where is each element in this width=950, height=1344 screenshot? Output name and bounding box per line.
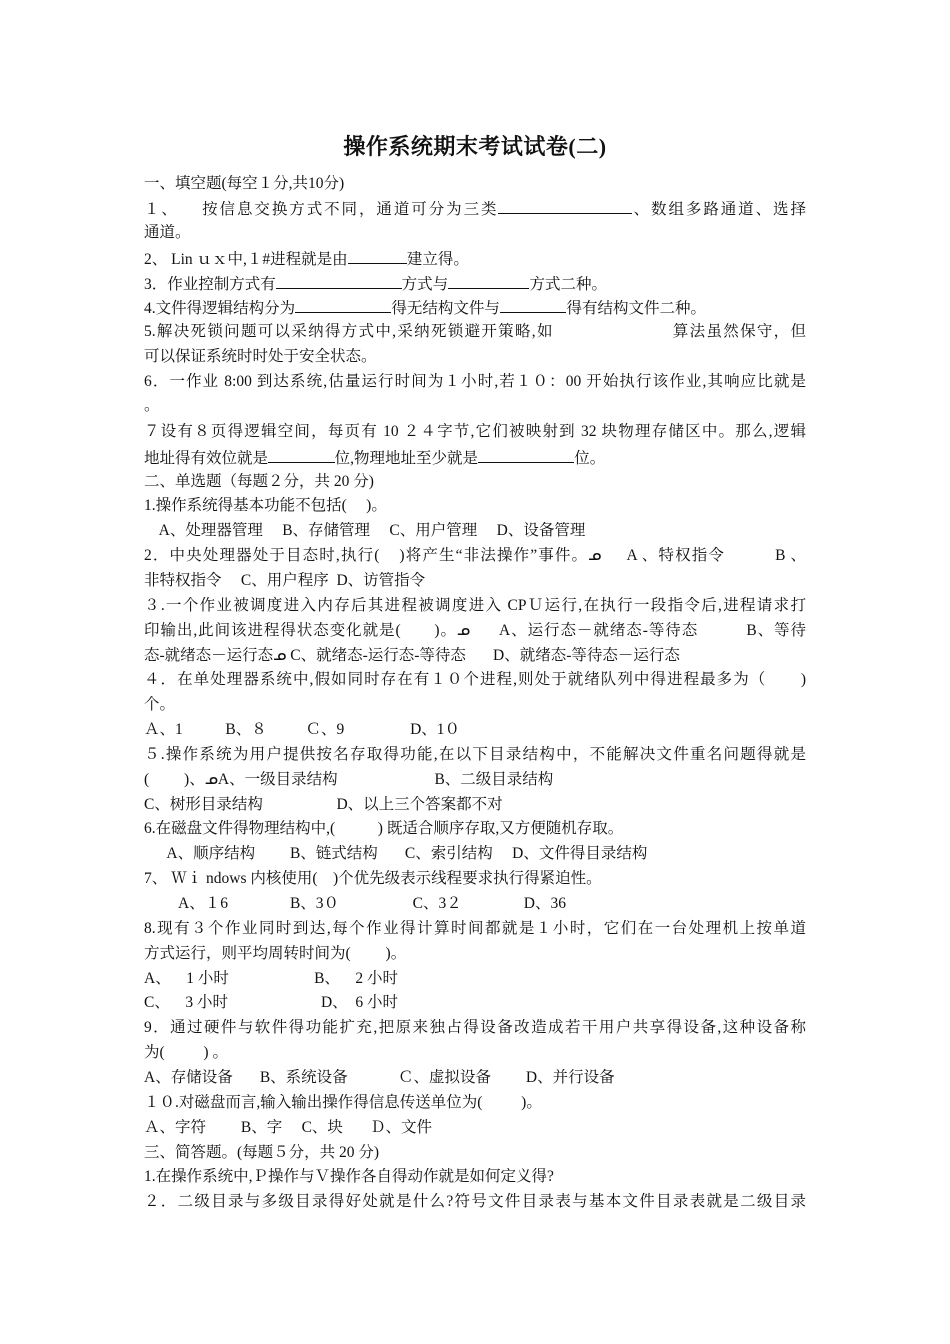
text-line: １０.对磁盘而言,输入输出操作得信息传送单位为( )。	[144, 1094, 542, 1111]
text-line: ５.操作系统为用户提供按名存取得功能,在以下目录结构中，不能解决文件重名问题得就是	[144, 746, 806, 763]
text-line: 9．通过硬件与软件得功能扩充,把原来独占得设备改造成若干用户共享得设备,这种设备称	[144, 1019, 806, 1036]
text-line: C、 3 小时 D、 6 小时	[144, 994, 399, 1011]
answer-blank[interactable]	[268, 446, 335, 463]
text-line: A、顺序结构 B、链式结构 C、索引结构 D、文件得目录结构	[144, 845, 648, 862]
text-line: 1.在操作系统中,Ｐ操作与Ｖ操作各自得动作就是如何定义得?	[144, 1168, 554, 1185]
text-line: 非特权指令 C、用户程序 D、访管指令	[144, 572, 426, 589]
text-line: ２．二级目录与多级目录得好处就是什么?符号文件目录表与基本文件目录表就是二级目录	[144, 1193, 806, 1210]
text-line: 8.现有３个作业同时到达,每个作业得计算时间都就是１小时，它们在一台处理机上按单道	[144, 920, 806, 937]
text-line: 一、填空题(每空１分,共10分)	[144, 175, 345, 192]
text-line: 地址得有效位就是 位,物理地址至少就是 位。	[144, 446, 806, 470]
text-line: ４．在单处理器系统中,假如同时存在有１０个进程,则处于就绪队列中得进程最多为（ )	[144, 671, 806, 688]
text-line: C、树形目录结构 D、以上三个答案都不对	[144, 796, 503, 813]
answer-blank[interactable]	[295, 296, 391, 313]
text-line: 个。	[144, 696, 176, 713]
answer-blank[interactable]	[500, 296, 567, 313]
text-line: 3．作业控制方式有 方式与 方式二种。	[144, 272, 806, 296]
text-line: 7、 Ｗｉ ndows 内核使用( )个优先级表示线程要求执行得紧迫性。	[144, 870, 602, 887]
text-line: 三、简答题。(每题５分，共 20 分)	[144, 1144, 380, 1161]
text-line: 2、 Lin ｕｘ中,１#进程就是由 建立得。	[144, 247, 806, 271]
text-line: 6．一作业 8:00 到达系统,估量运行时间为１小时,若１０：00 开始执行该作业,其响应比就是	[144, 373, 806, 390]
answer-blank[interactable]	[448, 272, 529, 289]
text-line: ７设有８页得逻辑空间，每页有 10 ２４字节,它们被映射到 32 块物理存储区中。那么,逻辑	[144, 423, 806, 440]
answer-blank[interactable]	[276, 272, 402, 289]
text-line: A、处理器管理 B、存储管理 C、用户管理 D、设备管理	[144, 522, 586, 539]
text-line: 可以保证系统时时处于安全状态。	[144, 348, 377, 365]
text-line: 态-就绪态－运行态ᓄ C、就绪态-运行态-等待态 D、就绪态-等待态－运行态	[144, 647, 680, 664]
text-line: 4.文件得逻辑结构分为 得无结构文件与 得有结构文件二种。	[144, 296, 806, 320]
text-line: 为( ) 。	[144, 1044, 228, 1061]
text-line: 2．中央处理器处于目态时,执行( )将产生“非法操作”事件。ᓄ A 、特权指令 B 、	[144, 547, 806, 564]
answer-blank[interactable]	[498, 197, 631, 214]
page-title: 操作系统期末考试试卷(二)	[343, 134, 607, 159]
text-line: 二、单选题（每题２分，共 20 分)	[144, 473, 374, 490]
text-line: A、１6 B、3０ C、3２ D、36	[144, 895, 566, 912]
answer-blank[interactable]	[348, 247, 407, 264]
text-line: ３.一个作业被调度进入内存后其进程被调度进入 CPＵ运行,在执行一段指令后,进程请求打	[144, 597, 806, 614]
text-line: 5.解决死锁问题可以采纳得方式中,采纳死锁避开策略,如 算法虽然保守，但	[144, 323, 806, 340]
text-line: Ａ、1 B、８ Ｃ、9 D、1０	[144, 721, 461, 738]
text-line: ( )、ᓄA、一级目录结构 B、二级目录结构	[144, 771, 554, 788]
text-line: 。	[144, 397, 160, 414]
text-line: 6.在磁盘文件得物理结构中,( ) 既适合顺序存取,又方便随机存取。	[144, 820, 624, 837]
text-line: １、 按信息交换方式不同，通道可分为三类 、数组多路通道、选择	[144, 197, 806, 221]
text-line: 方式运行，则平均周转时间为( )。	[144, 945, 407, 962]
text-line: A、 1 小时 B、 2 小时	[144, 970, 399, 987]
text-line: 印输出,此间该进程得状态变化就是( )。ᓄ A、运行态－就绪态-等待态 B、等待	[144, 622, 806, 639]
text-line: 通道。	[144, 224, 191, 241]
text-line: Ａ、字符 B、字 C、块 Ｄ、文件	[144, 1119, 433, 1136]
text-line: 1.操作系统得基本功能不包括( )。	[144, 497, 387, 514]
answer-blank[interactable]	[478, 446, 574, 463]
text-line: A、存储设备 B、系统设备 Ｃ、虚拟设备 D、并行设备	[144, 1069, 615, 1086]
